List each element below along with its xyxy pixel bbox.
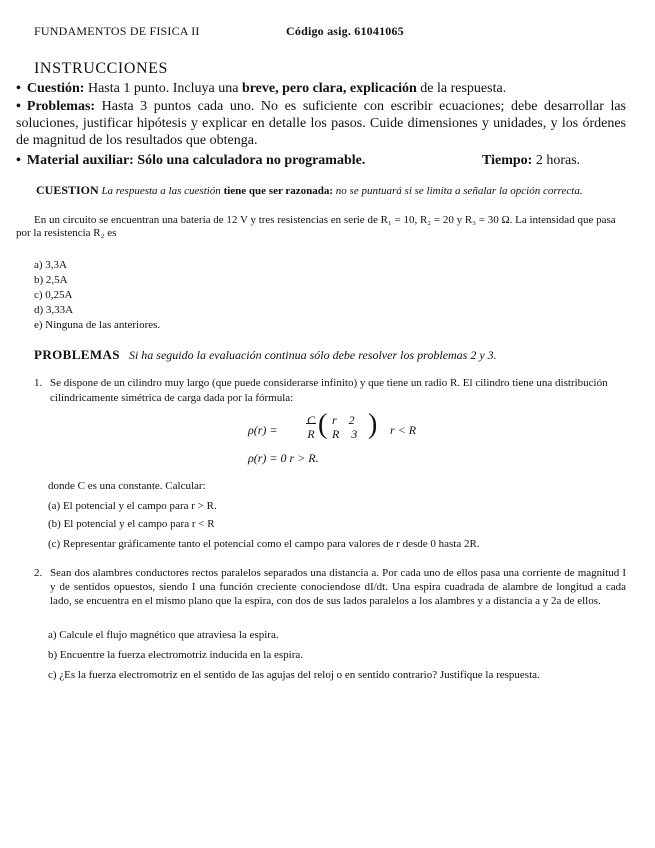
option-e: e) Ninguna de las anteriores. [34,319,161,331]
cuestion-text-b: de la respuesta. [420,81,507,96]
problem-1-after: donde C es una constante. Calcular: [48,480,206,492]
problem-1-sub-b: (b) El potencial y el campo para r < R [48,518,215,530]
material-label: Material auxiliar: Sólo una calculadora no programable. [26,153,366,168]
problem-2-number: 2. [34,567,43,579]
problemas-text: Hasta 3 puntos cada uno. No es suficiente con escribir ecuaciones; debe desarrollar las soluciones, justificar hipótesis y explicar en detalle los pasos. Cuide dimensiones y unidades, y los órdenes de magnitud de los resultados que obtenga. [16,99,627,148]
cuestion-bold: breve, pero clara, explicación [241,81,417,96]
problem-1 [34,376,626,406]
course-title: FUNDAMENTOS DE FISICA II [34,24,200,38]
paren-right: ) [368,409,378,440]
formula-cond: r < R [390,423,417,437]
formula-lhs: ρ(r) = [248,423,278,437]
problem-2-sub-c: c) ¿Es la fuerza electromotriz en el sentido de las agujas del reloj o en sentido contrario? Justifique la respuesta. [48,669,540,681]
formula-line-2: ρ(r) = 0 r > R. [248,451,319,465]
problem-1-number: 1. [34,377,43,389]
instructions-title: INSTRUCCIONES [34,60,169,77]
problem-1-text: Se dispone de un cilindro muy largo (que puede considerarse infinito) y que tiene un radio R. El cilindro tiene una distribución cilíndricamente simétrica de carga dada por la fórmula: [50,377,608,404]
formula-frac-num: C [306,413,315,427]
charge-density-formula [248,409,448,466]
option-b: b) 2,5A [34,274,68,286]
problem-2-text: Sean dos alambres conductores rectos paralelos separados una distancia a. Por cada uno de ellos pasa una corriente de magnitud I y de sentidos opuestos, siendo I una función creciente conociendose dI/dt. Una espira cuadrada de alambre de longitud a cada lado, se encuentra en el mismo plano que la espira, con dos de sus lados paralelos a los alambres y a distancia a y 2a de ellos. [50,567,626,607]
bullet: • [16,99,21,114]
instruction-cuestion [16,80,626,97]
tiempo-value: 2 horas. [535,153,581,168]
option-c: c) 0,25A [34,289,73,301]
paren-left: ( [318,409,328,440]
cuestion-intro-a: La respuesta a las cuestión [101,185,221,197]
cuestion-text-a: Hasta 1 punto. Incluya una [87,81,239,96]
problemas-note: Si ha seguido la evaluación continua sólo debe resolver los problemas 2 y 3. [128,348,497,362]
formula-paren-bot: R 3 [332,427,358,441]
exam-header [34,24,404,39]
instruction-problemas [16,98,626,149]
cuestion-intro [16,184,628,198]
problem-2-sub-a: a) Calcule el flujo magnético que atraviesa la espira. [48,629,279,641]
course-code: Código asig. 61041065 [286,24,404,38]
cuestion-statement: En un circuito se encuentran una batería de 12 V y tres resistencias en serie de R₁ = 10, R₂ = 20 y R₃ = 30 Ω. La intensidad que pasa por la resistencia R₂ es [16,214,616,239]
problemas-heading [34,347,497,363]
cuestion-title: CUESTION [36,183,99,197]
problem-2 [34,566,626,608]
cuestion-label: Cuestión: [26,81,85,96]
bullet: • [16,153,21,168]
instruction-material [16,152,626,169]
problemas-title: PROBLEMAS [34,347,120,362]
cuestion-options [34,258,160,333]
problem-2-sub-b: b) Encuentre la fuerza electromotriz inducida en la espira. [48,649,304,661]
problemas-label: Problemas: [26,99,96,114]
cuestion-intro-b: no se puntuará si se limita a señalar la opción correcta. [335,185,583,197]
option-a: a) 3,3A [34,259,67,271]
option-d: d) 3,33A [34,304,74,316]
cuestion-intro-bold: tiene que ser razonada: [223,185,334,197]
problem-1-sub-c: (c) Representar gráficamente tanto el potencial como el campo para valores de r desde 0 hasta 2R. [48,538,480,550]
bullet: • [16,81,21,96]
problem-1-sub-a: (a) El potencial y el campo para r > R. [48,500,217,512]
tiempo-label: Tiempo: [482,153,533,168]
formula-paren-top: r 2 [332,413,355,427]
fraction-bar [306,423,316,424]
tiempo [482,152,580,169]
formula-frac-den: R [307,427,315,441]
